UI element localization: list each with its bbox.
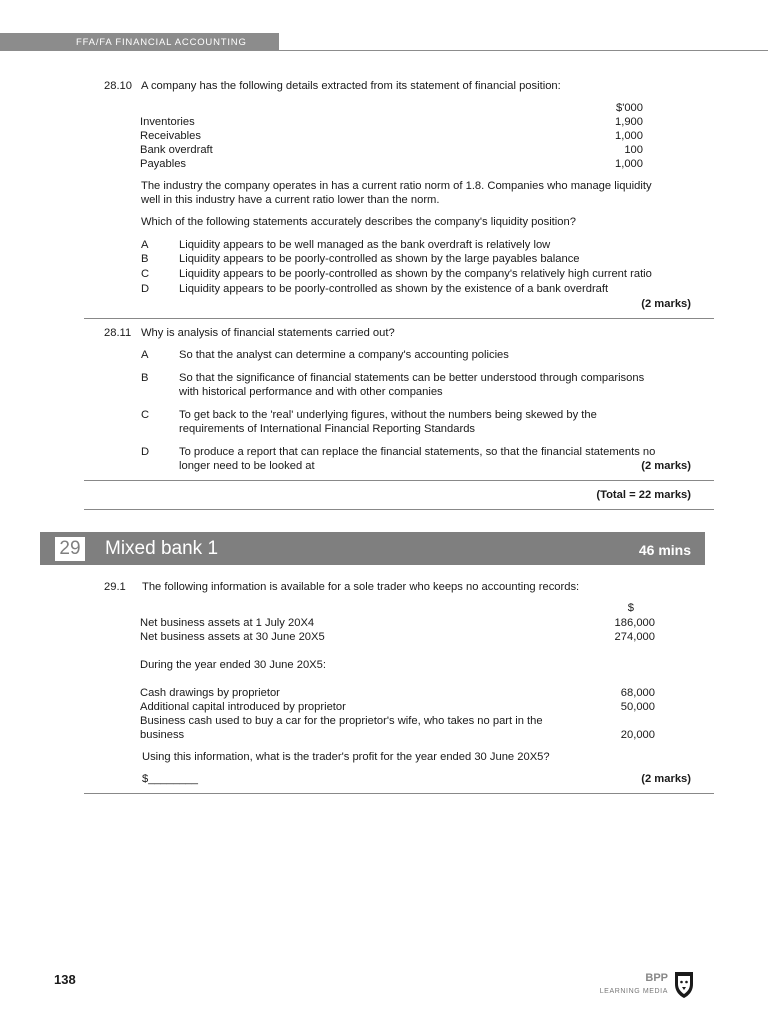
table-row-label: Payables [140,158,187,170]
option-text-continued: requirements of International Financial Reporting Standards [179,423,476,435]
option-letter: B [141,372,149,384]
question-divider [84,480,714,481]
option-text: Liquidity appears to be poorly-controlled as shown by the large payables balance [179,253,580,265]
table-row-value: 1,000 [615,130,643,142]
total-marks: (Total = 22 marks) [596,489,691,501]
paragraph-line: During the year ended 30 June 20X5: [140,659,326,671]
table-row-value: 50,000 [620,701,655,713]
table-row-value: 68,000 [620,687,655,699]
option-text: Liquidity appears to be poorly-controlled as shown by the existence of a bank overdraft [179,283,609,295]
marks-label: (2 marks) [641,773,691,785]
section-divider [84,509,714,510]
question-stem: Why is analysis of financial statements carried out? [141,327,395,339]
question-number: 29.1 [104,581,126,593]
table-row-label: Additional capital introduced by proprietor [140,701,346,713]
option-text: Liquidity appears to be poorly-controlled as shown by the company's relatively high current ratio [179,268,652,280]
table-row-value: 20,000 [620,729,655,741]
marks-label: (2 marks) [641,460,691,472]
table-row-label: Receivables [140,130,201,142]
question-text: Using this information, what is the trader's profit for the year ended 30 June 20X5? [142,751,550,763]
table-row-label: Inventories [140,116,195,128]
option-letter: A [141,239,149,251]
option-letter: B [141,253,149,265]
option-text-continued: longer need to be looked at [179,460,315,472]
question-number: 28.10 [104,80,132,92]
marks-label: (2 marks) [641,298,691,310]
option-text: So that the analyst can determine a company's accounting policies [179,349,509,361]
column-header: $'000 [615,102,643,114]
section-time: 46 mins [638,542,691,558]
option-letter: A [141,349,149,361]
option-text: To get back to the 'real' underlying figures, without the numbers being skewed by the [179,409,597,421]
option-letter: C [141,409,150,421]
option-text-continued: with historical performance and with other companies [179,386,443,398]
table-row-value: 186,000 [614,617,655,629]
question-divider [84,318,714,319]
column-header: $ [627,602,634,614]
paragraph-line: The industry the company operates in has a current ratio norm of 1.8. Companies who manage liquidity [141,180,652,192]
running-header-title: FFA/FA FINANCIAL ACCOUNTING [76,37,247,48]
header-rule [279,50,768,51]
table-row-label: Bank overdraft [140,144,213,156]
option-text: Liquidity appears to be well managed as the bank overdraft is relatively low [179,239,551,251]
option-text: So that the significance of financial statements can be better understood through comparisons [179,372,645,384]
table-row-label: Business cash used to buy a car for the proprietor's wife, who takes no part in the [140,715,543,727]
option-letter: C [141,268,150,280]
section-number: 29 [55,537,85,561]
paragraph-line: well in this industry have a current ratio lower than the norm. [141,194,440,206]
question-number: 28.11 [104,327,132,339]
table-row-label: Net business assets at 30 June 20X5 [140,631,325,643]
question-stem: The following information is available for a sole trader who keeps no accounting records: [142,581,580,593]
option-letter: D [141,283,150,295]
option-text: To produce a report that can replace the financial statements, so that the financial statements no [179,446,656,458]
page-number: 138 [54,972,76,987]
table-row-value: 1,900 [615,116,643,128]
question-stem: A company has the following details extracted from its statement of financial position: [141,80,561,92]
answer-blank[interactable]: $________ [142,773,198,785]
section-title: Mixed bank 1 [105,538,219,559]
table-row-label-continued: business [140,729,185,741]
lion-logo-icon [672,970,696,1000]
table-row-label: Net business assets at 1 July 20X4 [140,617,315,629]
table-row-value: 274,000 [614,631,655,643]
table-row-value: 100 [624,144,643,156]
table-row-value: 1,000 [615,158,643,170]
table-row-label: Cash drawings by proprietor [140,687,280,699]
brand-logo-text: BPP [645,972,668,984]
question-divider [84,793,714,794]
question-text: Which of the following statements accurately describes the company's liquidity position? [141,216,576,228]
brand-subtitle: LEARNING MEDIA [599,988,668,995]
option-letter: D [141,446,150,458]
